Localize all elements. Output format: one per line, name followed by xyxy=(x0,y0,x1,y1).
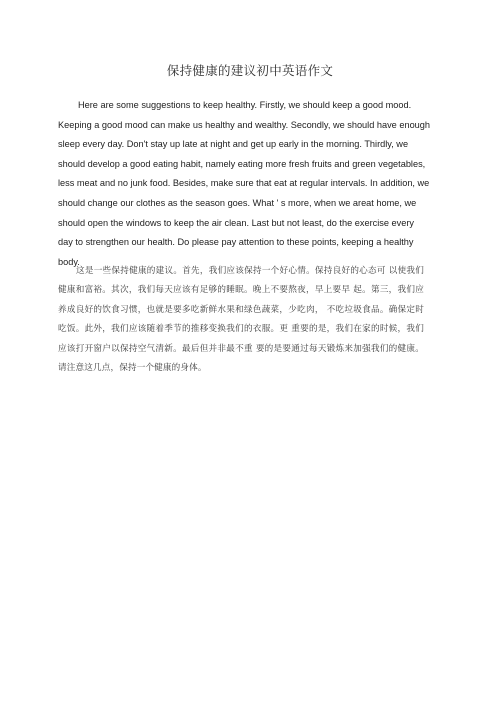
english-essay-paragraph: Here are some suggestions to keep healthy. Firstly, we should keep a good mood. Keeping a good mood can make us healthy and wealthy. Secondly, we should have enough sleep every day. Don't stay up late at night and get up early in the morning. Thirdly, we should develop a good eating habit, namely eating more fresh fruits and green vegetables, less meat and no junk food. Besides, make sure that eat at regular intervals. In addition, we should change our clothes as the season goes. What ' s more, when we areat home, we should open the windows to keep the air clean. Last but not least, do the exercise every day to strengthen our health. Do please pay attention to these points, keeping a healthy body. xyxy=(58,100,431,267)
document-title: 保持健康的建议初中英语作文 xyxy=(166,63,334,78)
chinese-translation-paragraph: 这是一些保持健康的建议。首先，我们应该保持一个好心情。保持良好的心态可 以使我们健康和富裕。其次，我们每天应该有足够的睡眠。晚上不要熬夜，早上要早 起。第三，我们应养成良好的饮食习惯，也就是要多吃新鲜水果和绿色蔬菜，少吃肉， 不吃垃圾食品。确保定时吃饭。此外，我们应该随着季节的推移变换我们的衣服。更 重要的是，我们在家的时候，我们应该打开窗户以保持空气清新。最后但并非最不重 要的是要通过每天锻炼来加强我们的健康。请注意这几点，保持一个健康的身体。 xyxy=(58,266,424,374)
